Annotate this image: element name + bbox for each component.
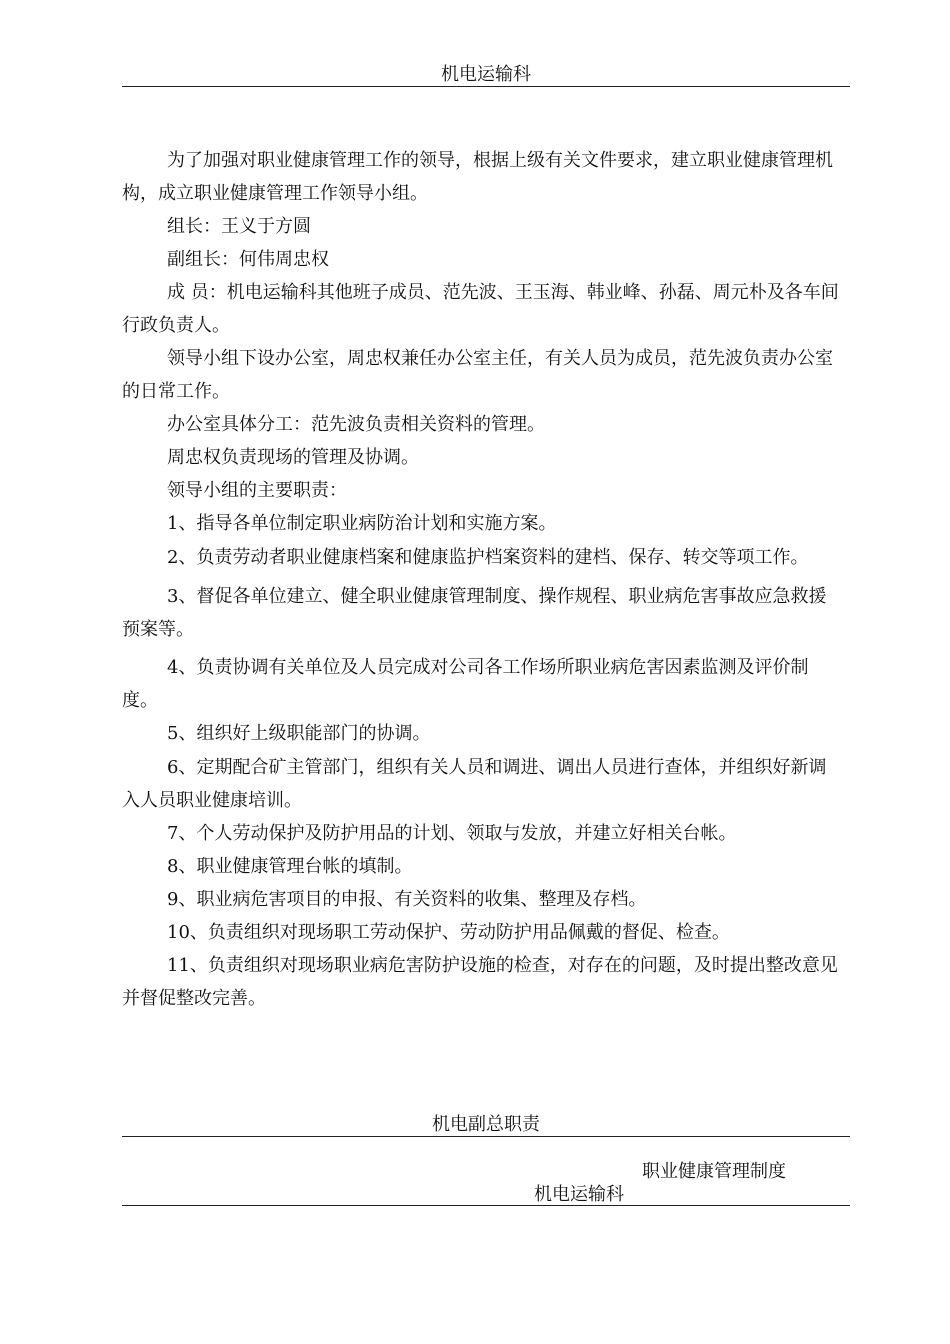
paragraph-members: 成 员：机电运输科其他班子成员、范先波、王玉海、韩业峰、孙磊、周元朴及各车间行政负责人。 (122, 282, 839, 336)
duty-item-7: 7、个人劳动保护及防护用品的计划、领取与发放，并建立好相关台帐。 (167, 823, 737, 844)
duty-item-2: 2、负责劳动者职业健康档案和健康监护档案资料的建档、保存、转交等项工作。 (167, 547, 809, 568)
duty-item-11: 11、负责组织对现场职业病危害防护设施的检查，对存在的问题，及时提出整改意见并督促整改完善。 (122, 955, 838, 1009)
paragraph-office: 领导小组下设办公室，周忠权兼任办公室主任，有关人员为成员，范先波负责办公室的日常工作。 (122, 348, 833, 402)
header-title: 机电运输科 (441, 64, 531, 85)
duty-item-9: 9、职业病危害项目的申报、有关资料的收集、整理及存档。 (167, 889, 647, 910)
document-body (122, 144, 844, 1015)
paragraph-duties-heading: 领导小组的主要职责： (167, 480, 347, 501)
duty-item-4: 4、负责协调有关单位及人员完成对公司各工作场所职业病危害因素监测及评价制度。 (122, 657, 809, 711)
department-name: 机电运输科 (534, 1184, 624, 1205)
duty-item-1: 1、指导各单位制定职业病防治计划和实施方案。 (167, 513, 557, 534)
duty-item-8: 8、职业健康管理台帐的填制。 (167, 856, 413, 877)
document-name: 职业健康管理制度 (642, 1161, 786, 1182)
paragraph-intro: 为了加强对职业健康管理工作的领导，根据上级有关文件要求，建立职业健康管理机构，成立职业健康管理工作领导小组。 (122, 150, 833, 204)
paragraph-deputy-leader: 副组长：何伟周忠权 (167, 249, 329, 270)
bottom-rule (122, 1205, 850, 1206)
footer-rule (122, 1136, 850, 1137)
paragraph-office-division: 办公室具体分工：范先波负责相关资料的管理。 (167, 414, 545, 435)
duty-item-3: 3、督促各单位建立、健全职业健康管理制度、操作规程、职业病危害事故应急救援预案等。 (122, 586, 827, 640)
duty-item-6: 6、定期配合矿主管部门，组织有关人员和调进、调出人员进行查体，并组织好新调入人员职业健康培训。 (122, 757, 827, 811)
paragraph-leader: 组长：王义于方圆 (167, 216, 311, 237)
duty-item-5: 5、组织好上级职能部门的协调。 (167, 723, 431, 744)
paragraph-site-management: 周忠权负责现场的管理及协调。 (167, 447, 419, 468)
footer-title: 机电副总职责 (432, 1114, 540, 1135)
header-rule (122, 86, 850, 87)
duty-item-10: 10、负责组织对现场职工劳动保护、劳动防护用品佩戴的督促、检查。 (167, 922, 730, 943)
